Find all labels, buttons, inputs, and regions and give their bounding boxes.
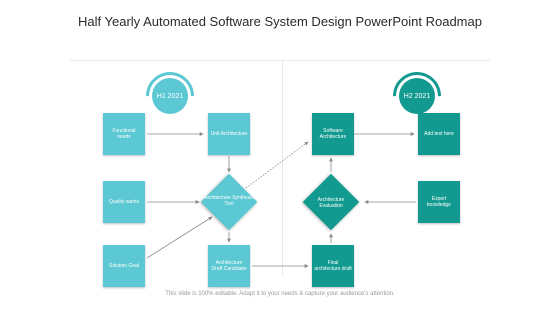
diamond-architecture-synthesis-label: Architecture Synthesis Tool — [204, 195, 254, 208]
box-architecture-draft-candidate: Architecture Draft Candidate — [208, 245, 250, 287]
arrow-solution-to-synthesis — [147, 217, 212, 258]
box-solution-goal: Solution Goal — [103, 245, 145, 287]
box-software-architecture: Software Architecture — [312, 113, 354, 155]
dotted-synthesis-to-software — [246, 142, 308, 188]
box-final-architecture-draft: Final architecture draft — [312, 245, 354, 287]
slide-title: Half Yearly Automated Software System Design PowerPoint Roadmap — [78, 14, 482, 29]
box-quality-wants: Quality wants — [103, 181, 145, 223]
h1-badge — [146, 72, 194, 120]
box-unit-architecture: Unit Architecture — [208, 113, 250, 155]
h2-badge-label: H2 2021 — [399, 78, 435, 114]
diamond-architecture-evaluation-label: Architecture Evaluation — [317, 197, 345, 210]
slide-footer: This slide is 100% editable. Adapt it to your needs & capture your audience's attention. — [165, 291, 395, 297]
box-functional-needs: Functional needs — [103, 113, 145, 155]
box-add-text-here: Add text here — [418, 113, 460, 155]
h1-badge-label: H1 2021 — [152, 78, 188, 114]
box-expert-knowledge: Expert knowledge — [418, 181, 460, 223]
